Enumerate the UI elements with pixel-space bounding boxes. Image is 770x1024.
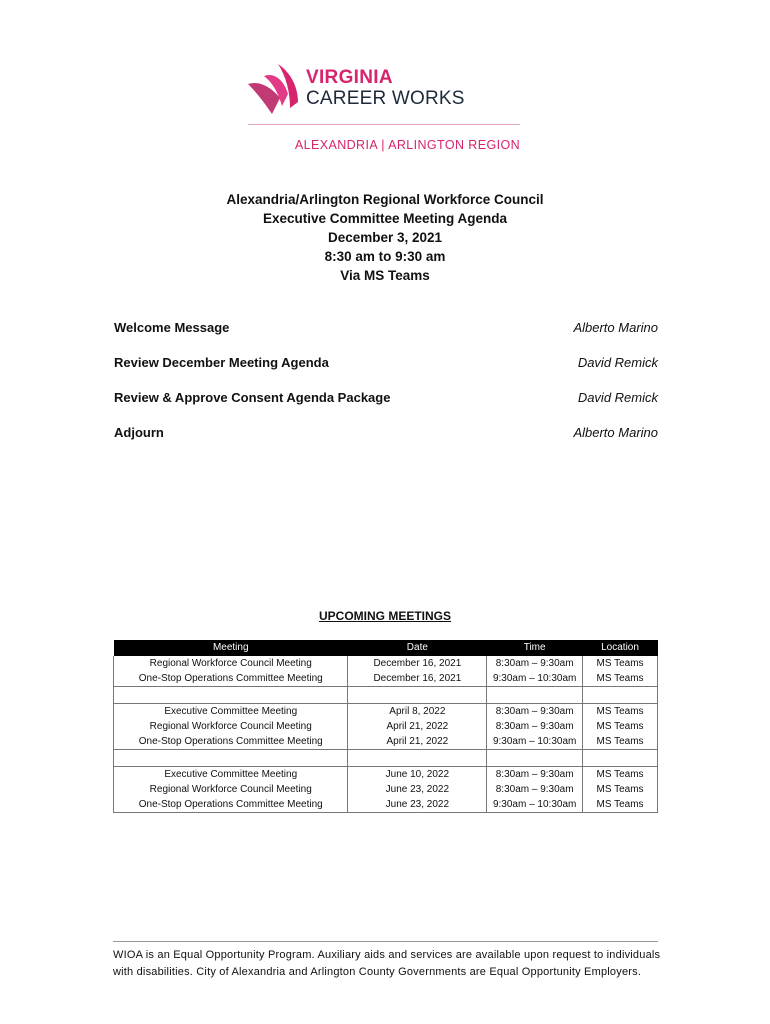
time-cell: 9:30am – 10:30am — [487, 671, 583, 687]
location-cell: MS Teams — [583, 797, 658, 813]
meeting-cell: Regional Workforce Council Meeting — [114, 782, 348, 797]
agenda-item: Review December Meeting Agenda — [114, 355, 329, 370]
meeting-title-block — [0, 190, 770, 285]
table-row — [114, 767, 658, 783]
table-spacer-row — [114, 687, 658, 704]
table-row — [114, 782, 658, 797]
date-cell: April 21, 2022 — [348, 734, 487, 750]
agenda-item: Welcome Message — [114, 320, 230, 335]
equal-opportunity-footer — [113, 947, 663, 981]
location-cell: MS Teams — [583, 767, 658, 783]
time-cell: 8:30am – 9:30am — [487, 782, 583, 797]
agenda-presenter: Alberto Marino — [573, 425, 658, 440]
time-cell: 8:30am – 9:30am — [487, 767, 583, 783]
time-cell: 9:30am – 10:30am — [487, 797, 583, 813]
footer-line: with disabilities. City of Alexandria and Arlington County Governments are Equal Opportunity Employers. — [113, 966, 642, 978]
table-row — [114, 671, 658, 687]
date-cell: April 21, 2022 — [348, 719, 487, 734]
time-cell: 8:30am – 9:30am — [487, 656, 583, 671]
agenda-item: Review & Approve Consent Agenda Package — [114, 390, 391, 405]
table-row — [114, 734, 658, 750]
table-row — [114, 656, 658, 671]
meeting-cell: One-Stop Operations Committee Meeting — [114, 671, 348, 687]
date-cell: December 16, 2021 — [348, 656, 487, 671]
footer-line: WIOA is an Equal Opportunity Program. Auxiliary aids and services are available upon request to individuals — [113, 949, 661, 961]
date-cell: April 8, 2022 — [348, 704, 487, 720]
table-row — [114, 797, 658, 813]
column-header-date: Date — [348, 640, 487, 656]
time-cell: 8:30am – 9:30am — [487, 704, 583, 720]
meeting-time: 8:30 am to 9:30 am — [324, 249, 446, 264]
date-cell: June 10, 2022 — [348, 767, 487, 783]
upcoming-meetings-heading: UPCOMING MEETINGS — [318, 609, 451, 623]
agenda-row — [114, 320, 658, 355]
meeting-venue: Via MS Teams — [340, 268, 430, 283]
table-row — [114, 704, 658, 720]
location-cell: MS Teams — [583, 656, 658, 671]
region-label: ALEXANDRIA | ARLINGTON REGION — [294, 138, 520, 152]
date-cell: December 16, 2021 — [348, 671, 487, 687]
table-spacer-row — [114, 750, 658, 767]
agenda-list — [114, 320, 658, 460]
meeting-cell: One-Stop Operations Committee Meeting — [114, 734, 348, 750]
meeting-cell: One-Stop Operations Committee Meeting — [114, 797, 348, 813]
time-cell: 8:30am – 9:30am — [487, 719, 583, 734]
meeting-cell: Executive Committee Meeting — [114, 704, 348, 720]
agenda-row — [114, 355, 658, 390]
agenda-row — [114, 390, 658, 425]
date-cell: June 23, 2022 — [348, 782, 487, 797]
meeting-cell: Regional Workforce Council Meeting — [114, 656, 348, 671]
council-name: Alexandria/Arlington Regional Workforce Council — [226, 192, 544, 207]
meeting-cell: Executive Committee Meeting — [114, 767, 348, 783]
agenda-item: Adjourn — [114, 425, 164, 440]
agenda-presenter: David Remick — [577, 390, 658, 405]
agenda-presenter: Alberto Marino — [573, 320, 658, 335]
bird-mark-icon — [246, 62, 304, 118]
logo-line1: VIRGINIA — [306, 67, 393, 88]
agenda-presenter: David Remick — [577, 355, 658, 370]
column-header-location: Location — [583, 640, 658, 656]
location-cell: MS Teams — [583, 782, 658, 797]
meeting-date: December 3, 2021 — [327, 230, 443, 245]
upcoming-meetings-table — [113, 640, 658, 813]
column-header-time: Time — [487, 640, 583, 656]
table-header-row — [114, 640, 658, 656]
date-cell: June 23, 2022 — [348, 797, 487, 813]
time-cell: 9:30am – 10:30am — [487, 734, 583, 750]
location-cell: MS Teams — [583, 671, 658, 687]
location-cell: MS Teams — [583, 719, 658, 734]
virginia-career-works-logo — [246, 62, 526, 122]
meeting-name: Executive Committee Meeting Agenda — [262, 211, 508, 226]
logo-line2: CAREER WORKS — [306, 88, 465, 109]
agenda-row — [114, 425, 658, 460]
meeting-cell: Regional Workforce Council Meeting — [114, 719, 348, 734]
location-cell: MS Teams — [583, 704, 658, 720]
table-row — [114, 719, 658, 734]
logo-divider — [248, 124, 520, 125]
footer-divider — [113, 941, 658, 942]
column-header-meeting: Meeting — [114, 640, 348, 656]
location-cell: MS Teams — [583, 734, 658, 750]
